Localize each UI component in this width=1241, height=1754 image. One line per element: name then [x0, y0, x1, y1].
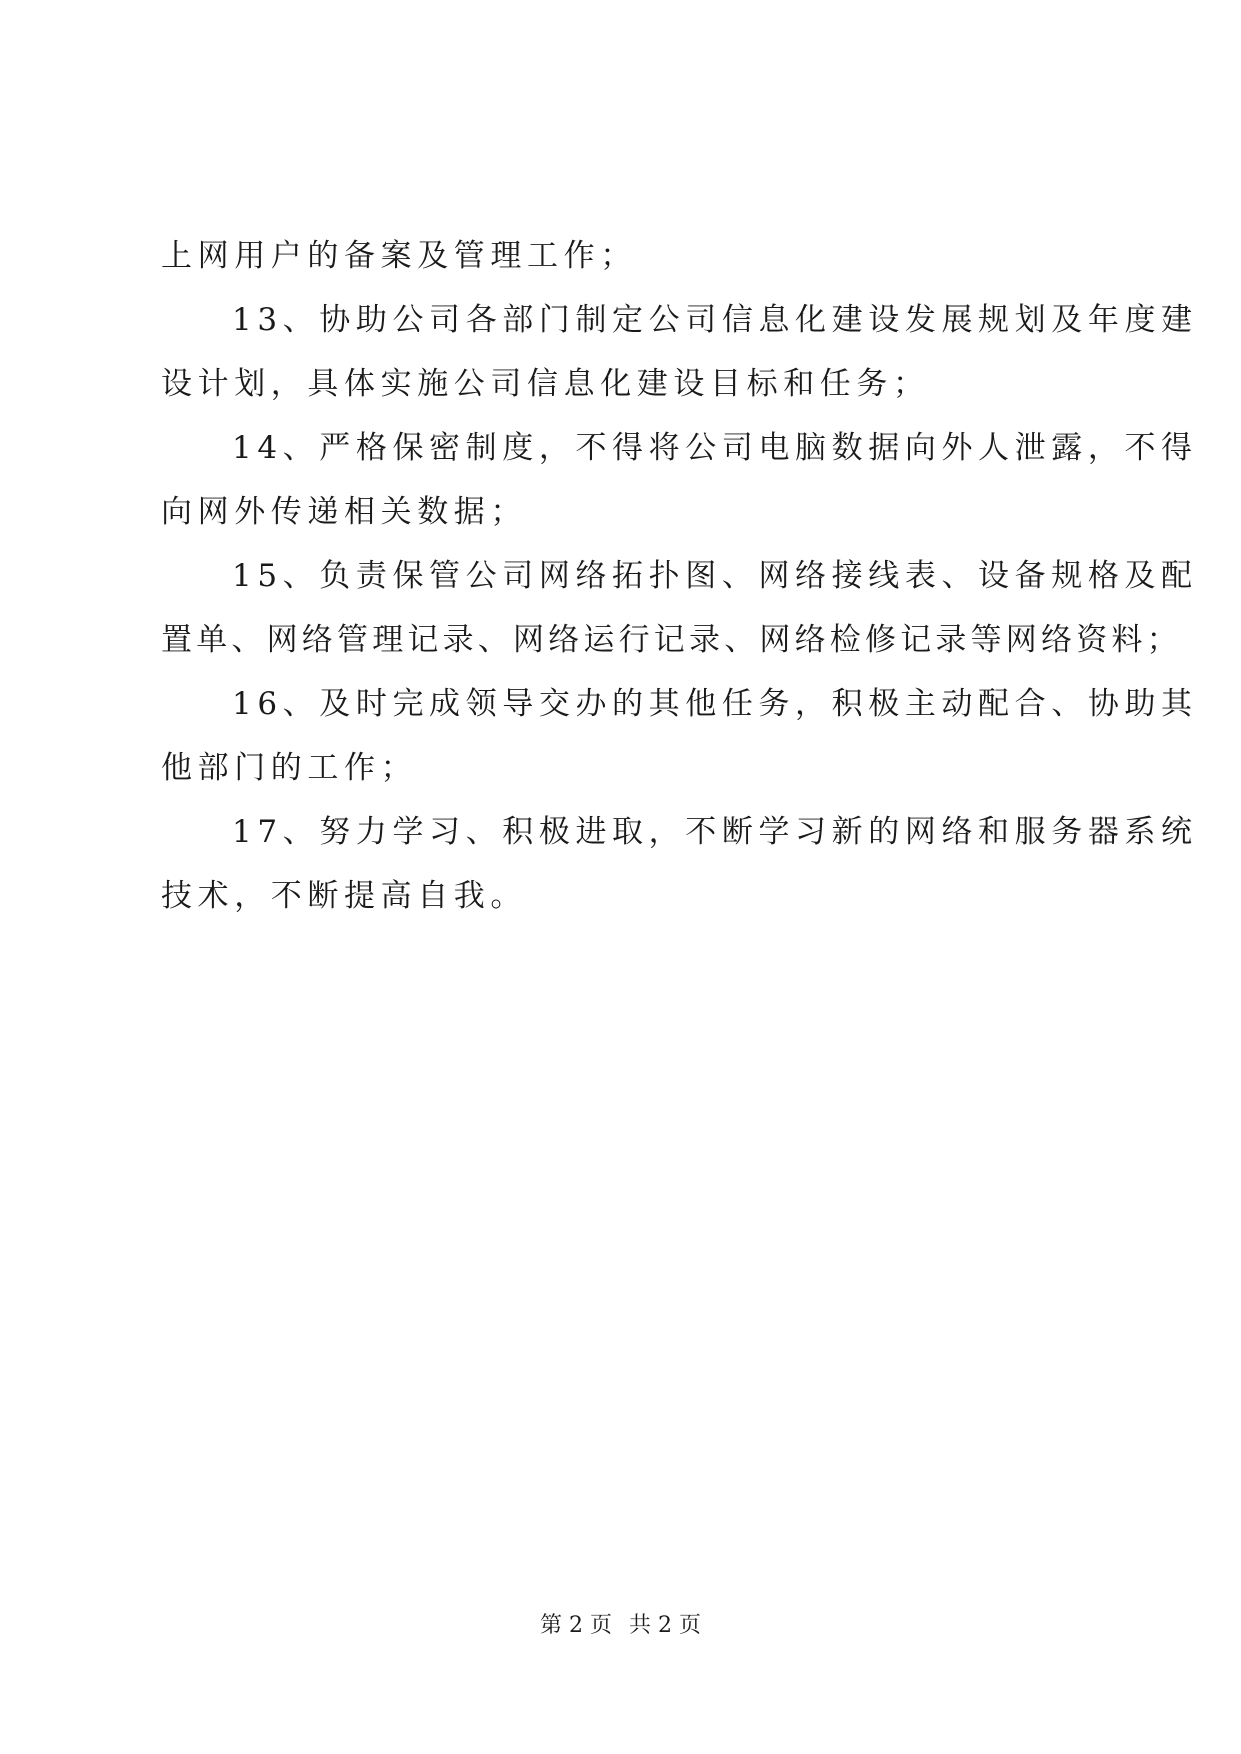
page-footer: [0, 1612, 1241, 1640]
item-13-line-2: 设计划，具体实施公司信息化建设目标和任务；: [161, 366, 930, 402]
total-pages: 共 2 页: [629, 1613, 701, 1638]
item-15-line-2: 置单、网络管理记录、网络运行记录、网络检修记录等网络资料；: [161, 622, 1182, 658]
item-16-line-2: 他部门的工作；: [161, 750, 418, 786]
item-13-line-1: 13、协助公司各部门制定公司信息化建设发展规划及年度建: [232, 302, 1198, 338]
item-17-line-1: 17、努力学习、积极进取，不断学习新的网络和服务器系统: [232, 814, 1198, 850]
page-number: 第 2 页: [540, 1613, 612, 1638]
item-14-line-1: 14、严格保密制度，不得将公司电脑数据向外人泄露，不得: [232, 430, 1198, 466]
item-14-line-2: 向网外传递相关数据；: [161, 494, 527, 530]
item-15-line-1: 15、负责保管公司网络拓扑图、网络接线表、设备规格及配: [232, 558, 1198, 594]
text-line: 上网用户的备案及管理工作；: [161, 238, 637, 274]
item-16-line-1: 16、及时完成领导交办的其他任务，积极主动配合、协助其: [232, 686, 1198, 722]
item-17-line-2: 技术，不断提高自我。: [161, 878, 527, 914]
